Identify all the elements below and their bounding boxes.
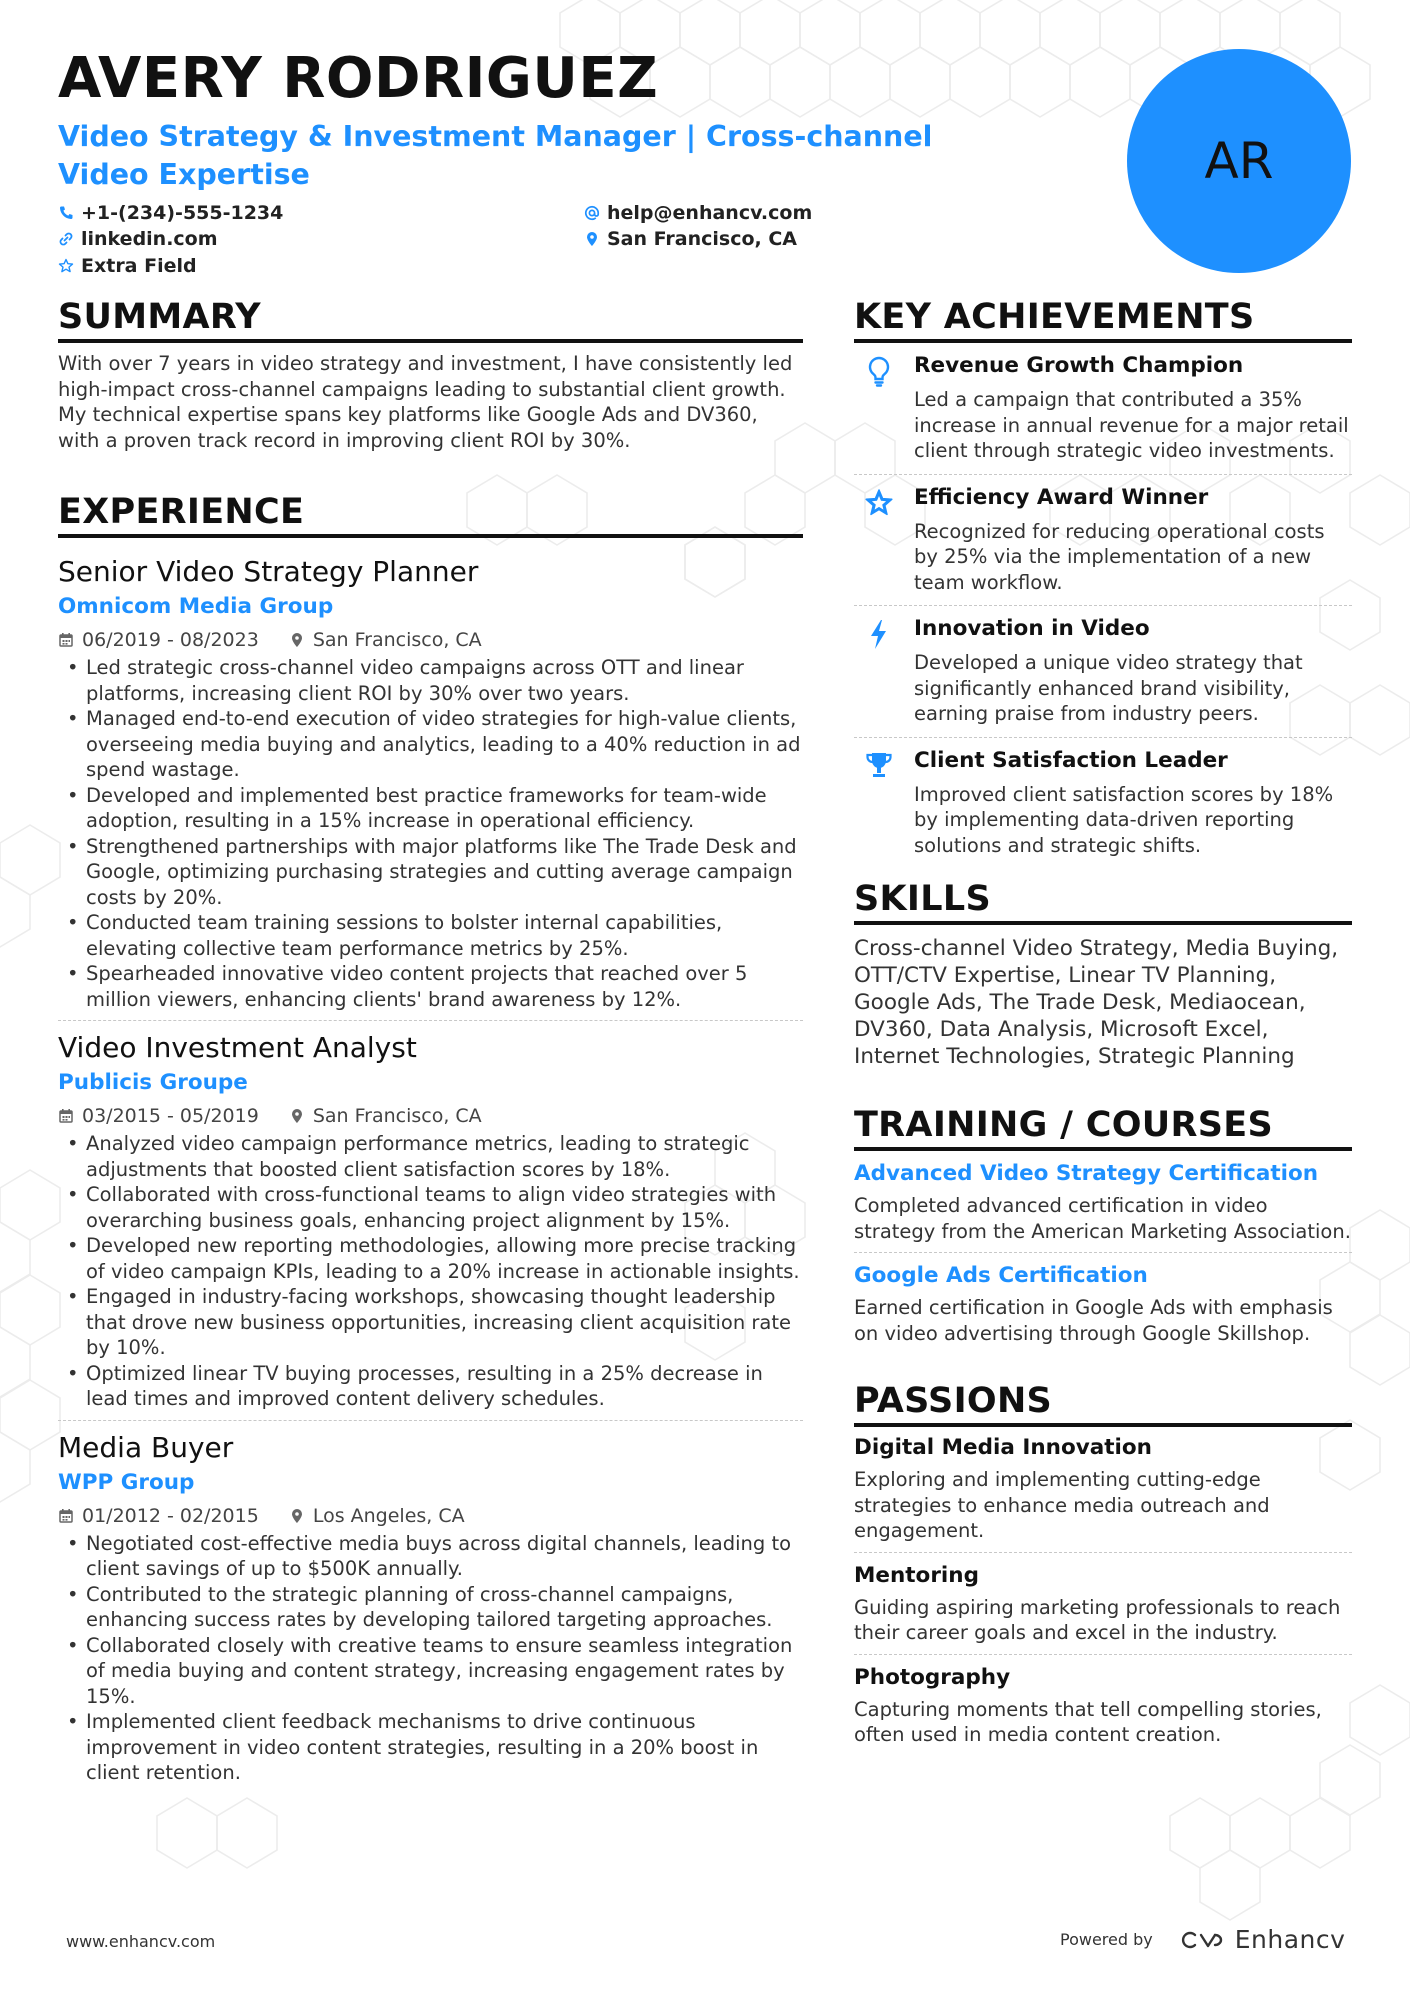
achievement-title: Efficiency Award Winner (914, 484, 1209, 510)
list-item: • Managed end-to-end execution of video strategies for high-value clients, overseeing media buying and analytics, leading to a 40% reduction in ad spend wastage. (58, 706, 803, 783)
left-column (58, 296, 803, 1786)
passion-item (854, 1427, 1352, 1553)
location-pin-icon (289, 632, 305, 648)
achievement-description: Led a campaign that contributed a 35% increase in annual revenue for a major retail client through strategic video investments. (914, 388, 1349, 462)
passion-description: Exploring and implementing cutting-edge strategies to enhance media outreach and engagement. (854, 1468, 1270, 1542)
location-pin-icon (289, 1508, 305, 1524)
list-item: • Conducted team training sessions to bolster internal capabilities, elevating collective team performance metrics by 25%. (58, 910, 803, 961)
avatar-initials: AR (1204, 132, 1274, 190)
job-title: Media Buyer (58, 1430, 234, 1464)
experience-entry (58, 1430, 803, 1786)
list-item: • Collaborated with cross-functional teams to align video strategies with overarching business goals, enhancing project alignment by 15%. (58, 1182, 803, 1233)
section-title: TRAINING / COURSES (854, 1104, 1352, 1151)
company-name[interactable]: WPP Group (58, 1469, 195, 1495)
right-column (854, 296, 1352, 1748)
powered-by-label: Powered by (1060, 1930, 1153, 1949)
list-item: • Analyzed video campaign performance metrics, leading to strategic adjustments that boosted client satisfaction scores by 18%. (58, 1131, 803, 1182)
job-bullets (58, 1131, 803, 1412)
job-location: San Francisco, CA (312, 1105, 482, 1127)
footer-branding[interactable] (1060, 1925, 1345, 1954)
summary-section (58, 296, 803, 453)
list-item: • Contributed to the strategic planning of cross-channel campaigns, enhancing success rates by developing tailored targeting approaches. (58, 1582, 803, 1633)
passions-section (854, 1380, 1352, 1748)
list-item: • Developed and implemented best practice frameworks for team-wide adoption, resulting in a 15% increase in operational efficiency. (58, 783, 803, 834)
job-meta (58, 1103, 803, 1129)
company-name[interactable]: Publicis Groupe (58, 1070, 248, 1095)
candidate-headline: Video Strategy & Investment Manager | Cross-channel Video Expertise (58, 120, 933, 191)
job-title: Video Investment Analyst (58, 1031, 417, 1064)
experience-entry (58, 1030, 803, 1421)
job-dates: 06/2019 - 08/2023 (82, 629, 259, 651)
passion-item (854, 1655, 1352, 1748)
job-title: Senior Video Strategy Planner (58, 555, 479, 588)
location-pin-icon (289, 1108, 305, 1124)
list-item: • Collaborated closely with creative teams to ensure seamless integration of media buying and content strategy, increasing engagement rates by 15%. (58, 1633, 803, 1710)
section-title: EXPERIENCE (58, 491, 803, 538)
job-location: San Francisco, CA (312, 629, 482, 651)
linkedin-text: linkedin.com (81, 228, 218, 250)
list-item: • Optimized linear TV buying processes, resulting in a 25% decrease in lead times and improved content delivery schedules. (58, 1361, 803, 1412)
section-title: PASSIONS (854, 1380, 1352, 1427)
list-item: • Spearheaded innovative video content projects that reached over 5 million viewers, enhancing clients' brand awareness by 12%. (58, 961, 803, 1012)
calendar-icon (58, 1508, 74, 1524)
summary-text: With over 7 years in video strategy and investment, I have consistently led high-impact cross-channel campaigns leading to substantial client growth. My technical expertise spans key platforms like Google Ads and DV360, with a proven track record in improving client ROI by 30%. (58, 352, 793, 452)
resume-header (58, 46, 1018, 284)
section-title: SUMMARY (58, 296, 803, 343)
training-item (854, 1151, 1352, 1253)
contact-linkedin[interactable] (58, 226, 218, 252)
passion-description: Guiding aspiring marketing professionals to reach their career goals and excel in the industry. (854, 1595, 1341, 1644)
skills-section (854, 878, 1352, 1070)
company-name[interactable]: Omnicom Media Group (58, 594, 334, 619)
course-description: Earned certification in Google Ads with emphasis on video advertising through Google Skillshop. (854, 1296, 1333, 1345)
achievement-description: Developed a unique video strategy that significantly enhanced brand visibility, earning praise from industry peers. (914, 651, 1303, 725)
job-bullets (58, 1531, 803, 1786)
calendar-icon (58, 1108, 74, 1124)
phone-text: +1-(234)-555-1234 (81, 202, 284, 224)
email-text: help@enhancv.com (607, 202, 813, 224)
passion-item (854, 1553, 1352, 1655)
job-dates: 03/2015 - 05/2019 (82, 1105, 259, 1127)
enhancv-logo-icon (1179, 1928, 1227, 1952)
location-text: San Francisco, CA (607, 228, 798, 250)
candidate-name: AVERY RODRIGUEZ (58, 46, 659, 111)
contact-phone[interactable] (58, 200, 283, 226)
achievement-item (854, 606, 1352, 738)
passion-title: Photography (854, 1664, 1011, 1690)
experience-section (58, 491, 803, 1786)
job-meta (58, 627, 803, 653)
extra-field-text: Extra Field (81, 255, 197, 277)
contact-info (58, 200, 1018, 284)
job-location: Los Angeles, CA (312, 1504, 465, 1527)
footer-website[interactable]: www.enhancv.com (66, 1932, 216, 1951)
job-meta (58, 1503, 803, 1529)
list-item: • Negotiated cost-effective media buys across digital channels, leading to client savings of up to $500K annually. (58, 1531, 803, 1582)
list-item: • Engaged in industry-facing workshops, showcasing thought leadership that drove new business opportunities, increasing client acquisition rate by 10%. (58, 1284, 803, 1361)
contact-extra-field (58, 253, 197, 279)
training-section (854, 1104, 1352, 1346)
enhancv-brand-text: Enhancv (1234, 1925, 1346, 1954)
skills-list: Cross-channel Video Strategy, Media Buying, OTT/CTV Expertise, Linear TV Planning, Google Ads, The Trade Desk, Mediaocean, DV360, Data Analysis, Microsoft Excel, Internet Technologies, Strategic Planning (854, 936, 1339, 1069)
list-item: • Strengthened partnerships with major platforms like The Trade Desk and Google, optimizing purchasing strategies and cutting average campaign costs by 20%. (58, 834, 803, 911)
achievement-description: Recognized for reducing operational costs by 25% via the implementation of a new team workflow. (914, 519, 1325, 594)
list-item: • Developed new reporting methodologies, allowing more precise tracking of video campaign KPIs, leading to a 20% increase in actionable insights. (58, 1233, 803, 1284)
link-icon (58, 231, 74, 247)
lightbulb-icon (864, 355, 894, 387)
achievement-item (854, 343, 1352, 475)
list-item: • Led strategic cross-channel video campaigns across OTT and linear platforms, increasing client ROI by 30% over two years. (58, 655, 803, 706)
key-achievements-section (854, 296, 1352, 868)
calendar-icon (58, 632, 74, 648)
star-icon (864, 487, 894, 519)
job-dates: 01/2012 - 02/2015 (82, 1504, 259, 1527)
passion-title: Mentoring (854, 1562, 980, 1588)
location-pin-icon (584, 231, 600, 247)
trophy-icon (864, 750, 894, 782)
achievement-description: Improved client satisfaction scores by 18% by implementing data-driven reporting solutions and strategic shifts. (914, 782, 1334, 857)
contact-location (584, 226, 797, 252)
course-description: Completed advanced certification in video strategy from the American Marketing Association. (854, 1194, 1351, 1243)
achievement-title: Revenue Growth Champion (914, 353, 1244, 378)
course-title[interactable]: Google Ads Certification (854, 1263, 1148, 1288)
achievement-item (854, 738, 1352, 869)
avatar (1127, 49, 1351, 273)
section-title: SKILLS (854, 878, 1352, 925)
section-title: KEY ACHIEVEMENTS (854, 296, 1352, 343)
passion-title: Digital Media Innovation (854, 1435, 1152, 1460)
lightning-bolt-icon (864, 618, 894, 650)
phone-icon (58, 205, 74, 221)
course-title[interactable]: Advanced Video Strategy Certification (854, 1161, 1319, 1186)
at-sign-icon (584, 205, 600, 221)
achievement-title: Innovation in Video (914, 616, 1150, 641)
list-item: • Implemented client feedback mechanisms to drive continuous improvement in video content strategies, resulting in a 20% boost in client retention. (58, 1709, 803, 1786)
contact-email[interactable] (584, 200, 812, 226)
experience-entry (58, 554, 803, 1021)
achievement-item (854, 475, 1352, 607)
star-outline-icon (58, 258, 74, 274)
job-bullets (58, 655, 803, 1012)
training-item (854, 1253, 1352, 1346)
passion-description: Capturing moments that tell compelling stories, often used in media content creation. (854, 1697, 1322, 1746)
achievement-title: Client Satisfaction Leader (914, 747, 1228, 773)
